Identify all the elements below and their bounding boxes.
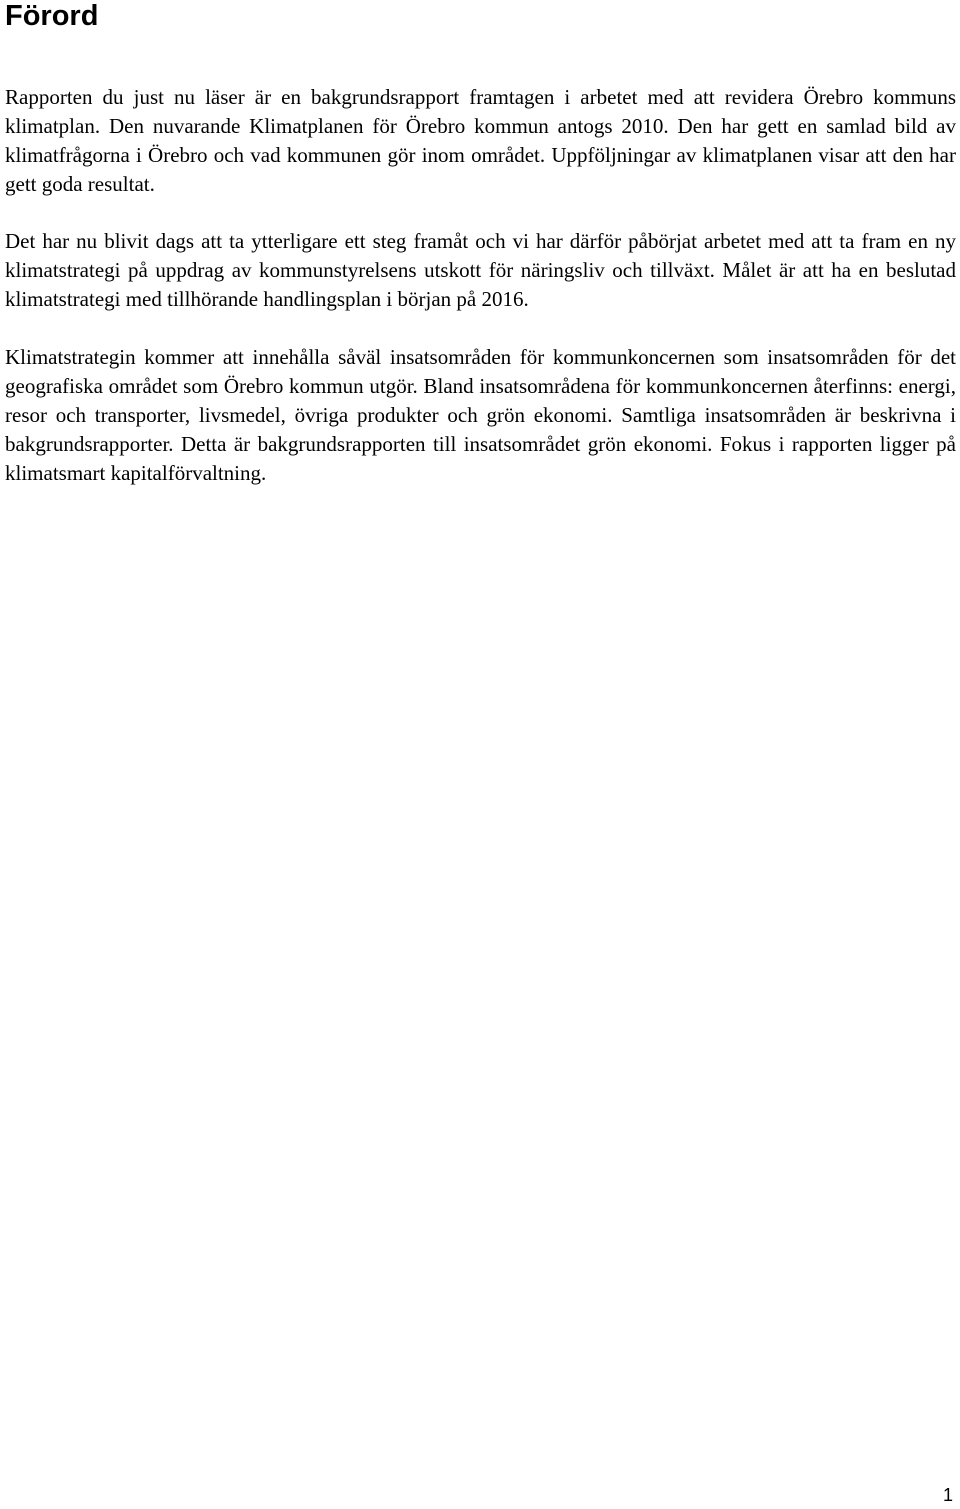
page-number: 1: [942, 1485, 953, 1505]
paragraph-focus-areas: Klimatstrategin kommer att innehålla såväl insatsområden för kommunkoncernen som insatsområden för det geografiska området som Örebro kommun utgör. Bland insatsområdena för kommunkoncernen återfinns: energi, resor och transporter, livsmedel, övriga produkter och grön ekonomi. Samtliga insatsområden är beskrivna i bakgrundsrapporter. Detta är bakgrundsrapporten till insatsområdet grön ekonomi. Fokus i rapporten ligger på klimatsmart kapitalförvaltning.: [5, 345, 956, 485]
page-title: Förord: [5, 0, 99, 32]
paragraph-intro: Rapporten du just nu läser är en bakgrundsrapport framtagen i arbetet med att revidera Örebro kommuns klimatplan. Den nuvarande Klimatplanen för Örebro kommun antogs 2010. Den har gett en samlad bild av klimatfrågorna i Örebro och vad kommunen gör inom området. Uppföljningar av klimatplanen visar att den har gett goda resultat.: [5, 85, 956, 196]
paragraph-new-strategy: Det har nu blivit dags att ta ytterligare ett steg framåt och vi har därför påbörjat arbetet med att ta fram en ny klimatstrategi på uppdrag av kommunstyrelsens utskott för näringsliv och tillväxt. Målet är att ha en beslutad klimatstrategi med tillhörande handlingsplan i början på 2016.: [5, 229, 956, 311]
